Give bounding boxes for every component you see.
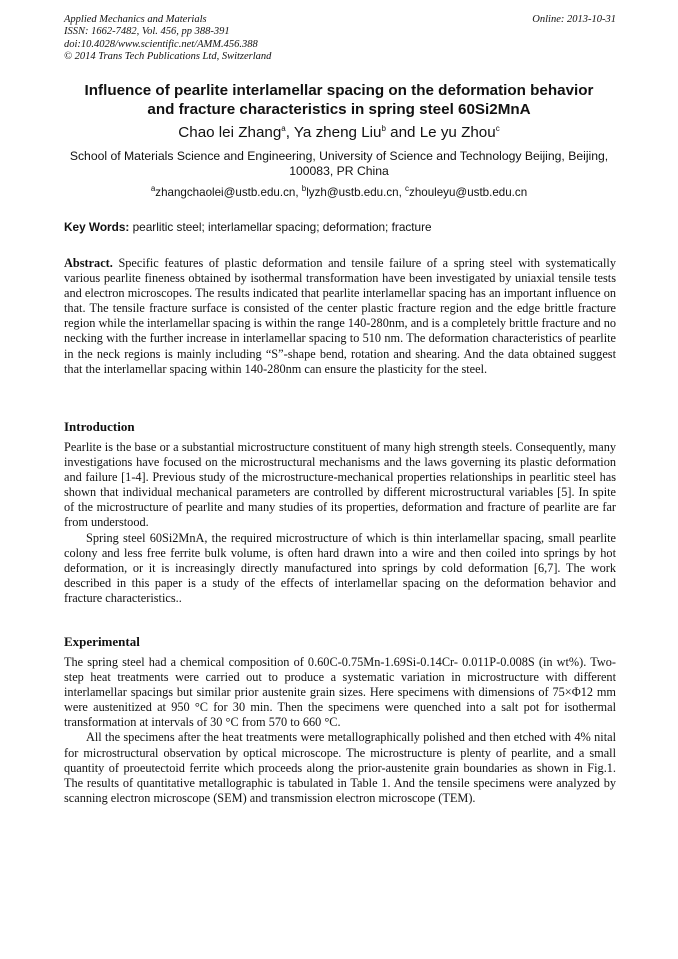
email-3[interactable]: zhouleyu@ustb.edu.cn bbox=[409, 186, 528, 199]
paper-title bbox=[50, 82, 628, 119]
abstract-text: Specific features of plastic deformation and tensile failure of a spring steel with systematically various pearlite fineness obtained by isothermal transformation have been investigated by uniaxial tensile tests and electron microscopes. The results indicated that pearlite interlamellar spacing has an important influence on that. The tensile fracture surface is consisted of the center plastic fracture region and the edge brittle fracture region while the interlamellar spacing is within the range 140-280nm, and is a completely brittle fracture and no necking with the further increase in interlamellar spacing to 510 nm. The deformation characteristics of pearlite in the neck regions is mainly including “S”-shape bend, rotation and shearing. And the data obtained suggest that the interlamellar spacing within 140-280nm can ensure the plasticity for the steel. bbox=[64, 256, 616, 376]
section-heading-introduction: Introduction bbox=[64, 419, 135, 434]
keywords bbox=[64, 220, 616, 234]
introduction-body bbox=[64, 440, 616, 606]
author-1: Chao lei Zhang bbox=[178, 124, 282, 141]
email-2[interactable]: lyzh@ustb.edu.cn, bbox=[306, 186, 406, 199]
email-2-marker: b bbox=[301, 184, 307, 194]
doi-line[interactable]: doi:10.4028/www.scientific.net/AMM.456.388 bbox=[64, 38, 258, 50]
author-3-marker: c bbox=[495, 123, 500, 133]
section-heading-experimental: Experimental bbox=[64, 634, 140, 649]
email-list bbox=[40, 186, 638, 200]
author-2-marker: b bbox=[381, 123, 386, 133]
author-3: Le yu Zhou bbox=[419, 124, 496, 141]
issn-line: ISSN: 1662-7482, Vol. 456, pp 388-391 bbox=[64, 26, 230, 38]
email-3-marker: c bbox=[405, 184, 410, 194]
journal-header bbox=[64, 14, 616, 63]
affiliation: School of Materials Science and Engineering, University of Science and Technology Beijing, Beijing, 100083, PR China bbox=[69, 149, 609, 178]
author-1-marker: a bbox=[281, 123, 286, 133]
abstract-label: Abstract. bbox=[64, 256, 113, 270]
experimental-paragraph-1: The spring steel had a chemical composition of 0.60C-0.75Mn-1.69Si-0.14Cr- 0.011P-0.008S (in wt%). Two-step heat treatments were carried out to produce a systematic variation in microstructure with different interlamellar spacings but similar prior austenite grain sizes. Here specimens with dimensions of 75×Φ12 mm were austenitized at 950 °C for 30 min. Then the specimens were quenched into a salt pot for isothermal transformation at intervals of 30 °C from 570 to 660 °C. bbox=[64, 655, 616, 730]
email-1-marker: a bbox=[150, 184, 156, 194]
email-1[interactable]: zhangchaolei@ustb.edu.cn, bbox=[155, 186, 302, 199]
title-line-1: Influence of pearlite interlamellar spacing on the deformation behavior bbox=[84, 82, 594, 99]
copyright-line: © 2014 Trans Tech Publications Ltd, Switzerland bbox=[64, 50, 272, 62]
author-list bbox=[40, 124, 638, 142]
author-2: Ya zheng Liu bbox=[293, 124, 382, 141]
online-date: Online: 2013-10-31 bbox=[532, 14, 616, 25]
journal-name: Applied Mechanics and Materials bbox=[64, 14, 207, 25]
experimental-paragraph-2: All the specimens after the heat treatments were metallographically polished and then etched with 4% nital for microstructural observation by optical microscope. The microstructure is plenty of pearlite, and a small quantity of proeutectoid ferrite which proceeds along the prior-austenite grain boundaries as shown in Fig.1. The results of quantitative metallographic is tabulated in Table 1. And the tensile specimens were analyzed by scanning electron microscope (SEM) and transmission electron microscope (TEM). bbox=[64, 730, 616, 805]
introduction-paragraph-2: Spring steel 60Si2MnA, the required microstructure of which is thin interlamellar spacing, small pearlite colony and less free ferrite bulk volume, is often hard drawn into a wire and then coiled into springs by hot deformation, or it is increasingly directly manufactured into springs by cold deformation [6,7]. The work described in this paper is a study of the effects of interlamellar spacing on the deformation behavior and fracture characteristics.. bbox=[64, 530, 616, 605]
author-separator-1: , bbox=[285, 124, 294, 141]
keywords-label: Key Words: bbox=[64, 220, 130, 234]
title-line-2: and fracture characteristics in spring steel 60Si2MnA bbox=[147, 100, 531, 118]
introduction-paragraph-1: Pearlite is the base or a substantial microstructure constituent of many high strength steels. Consequently, many investigations have focused on the microstructural mechanisms and the laws governing its plastic deformation and failure [1-4]. Previous study of the microstructure-mechanical properties relationships in pearlitic steel has shown that individual mechanical parameters are controlled by different microstructural variables [5]. In spite of the microstructure of pearlite and many studies of its properties, deformation and fracture of pearlite are far from understood. bbox=[64, 440, 616, 530]
author-separator-2: and bbox=[385, 124, 420, 141]
abstract bbox=[64, 256, 616, 377]
keywords-text: pearlitic steel; interlamellar spacing; deformation; fracture bbox=[129, 220, 432, 234]
experimental-body bbox=[64, 655, 616, 806]
